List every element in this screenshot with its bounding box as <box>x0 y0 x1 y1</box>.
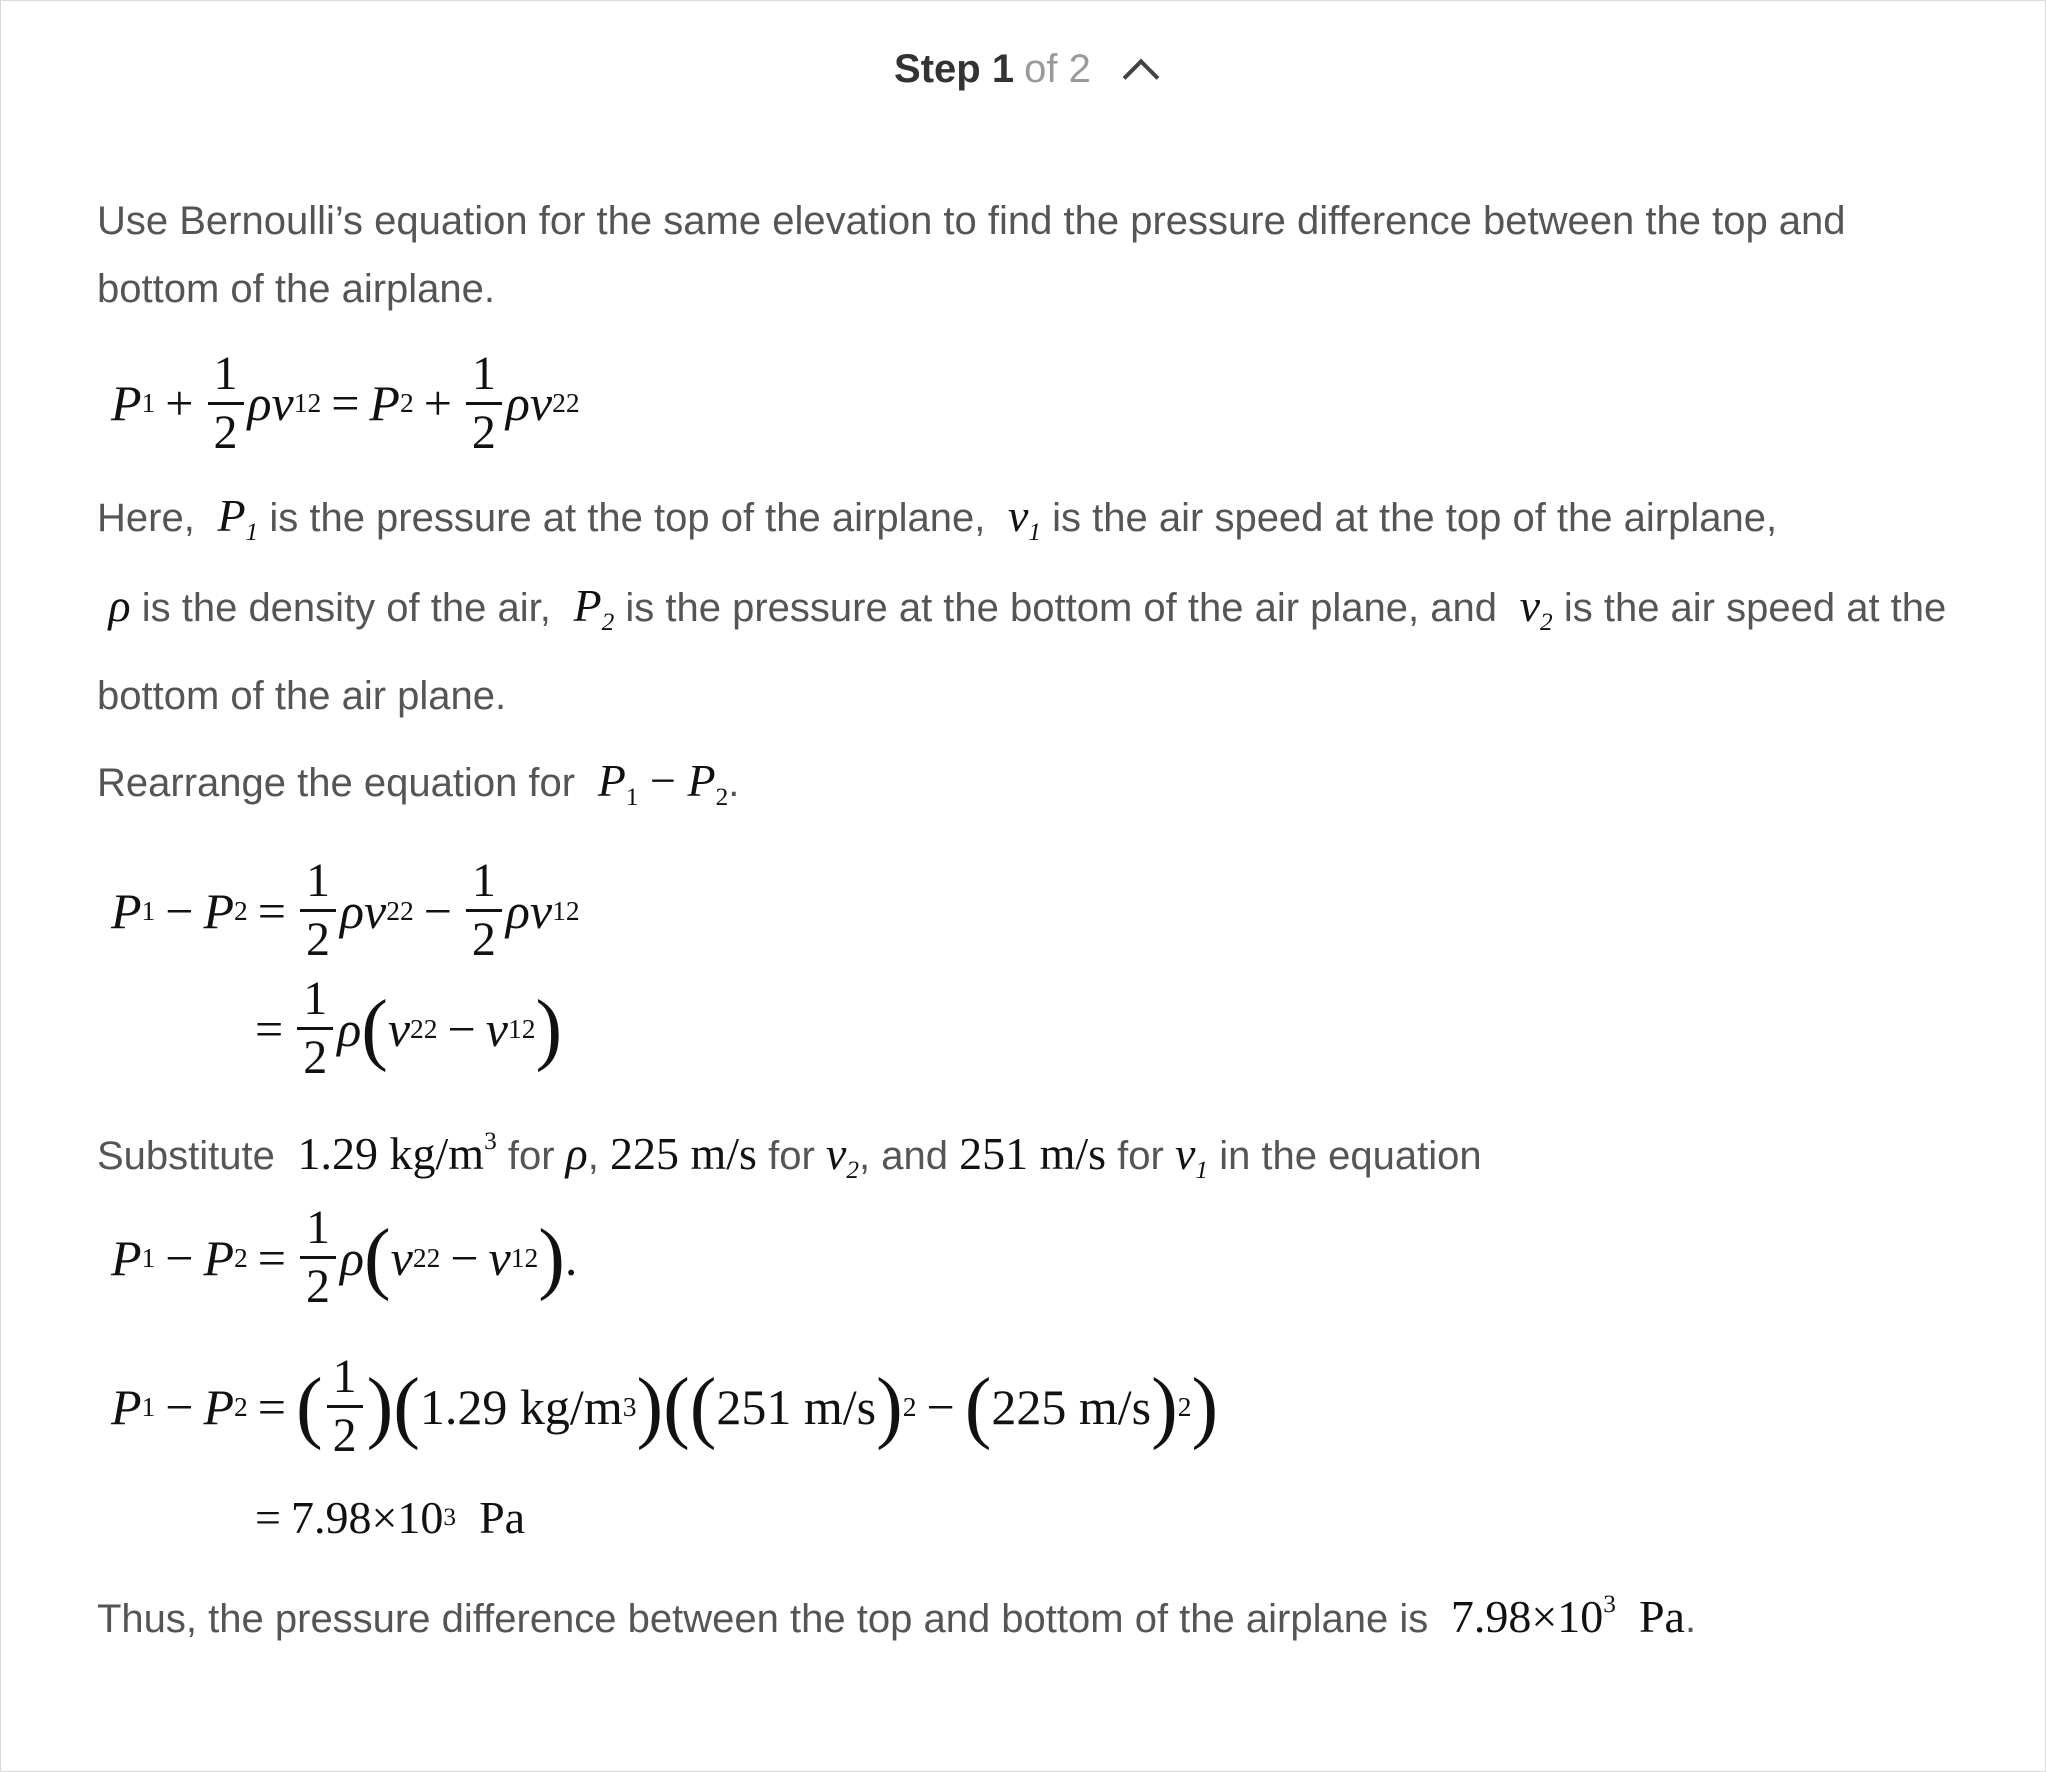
step-count: of 2 <box>1024 47 1091 91</box>
intro-text: Use Bernoulli’s equation for the same elevation to find the pressure difference between the top and bottom of the airplane. <box>97 199 1846 311</box>
rearranged-equation-line-1: P 1 − P 2 = $\frac{1}{2}$ ρv 2 2 − $\frac{1}{2}$ ρv 1 2 <box>111 854 580 967</box>
rearranged-equation-line-2: = $\frac{1}{2}$ ρ ( v 2 2 − v 1 2 ) <box>255 972 563 1085</box>
calculation-line-1: P 1 − P 2 = ( $\frac{1}{2}$ ) ( 1.29 kg/m 3 ) (( 251 m/s ) 2 − ( 225 m/s ) 2 ) <box>111 1350 1219 1463</box>
chevron-up-icon[interactable] <box>1123 59 1160 96</box>
step-content <box>97 187 1977 1653</box>
calculation-result: = 7.98 ×10 3 Pa <box>255 1492 526 1544</box>
step-header[interactable] <box>1 41 2046 97</box>
step-number: 1 <box>991 47 1015 91</box>
substitute-text: Substitute 1.29 $kg/m^3$ for ρ, 225 m/s for $v_2$, and 251 m/s for $v_1$ in the equation <box>97 1126 1482 1184</box>
step-label: Step <box>894 47 981 91</box>
conclusion-text: Thus, the pressure difference between the top and bottom of the airplane is $7.98\times 10^3$ Pa. <box>97 1589 1697 1642</box>
rearrange-text: Rearrange the equation for $P_1 - P_2$. <box>97 754 740 811</box>
definitions-text: Here, $P_1$ is the pressure at the top of the airplane, $v_1$ is the air speed at the top of the airplane, ρ is the density of the air, $P_2$ is the pressure at the bottom of the air plane, and $v_2$ is the air speed at the bottom of the air plane. <box>97 490 1947 718</box>
bernoulli-equation: P 1 + $\frac{1}{2}$ ρv 1 2 = P 2 + $\frac{1}{2}$ ρv 2 2 <box>111 346 580 459</box>
substitute-equation: P 1 − P 2 = $\frac{1}{2}$ ρ ( v 2 2 − v 1 2 ) . <box>111 1201 578 1314</box>
